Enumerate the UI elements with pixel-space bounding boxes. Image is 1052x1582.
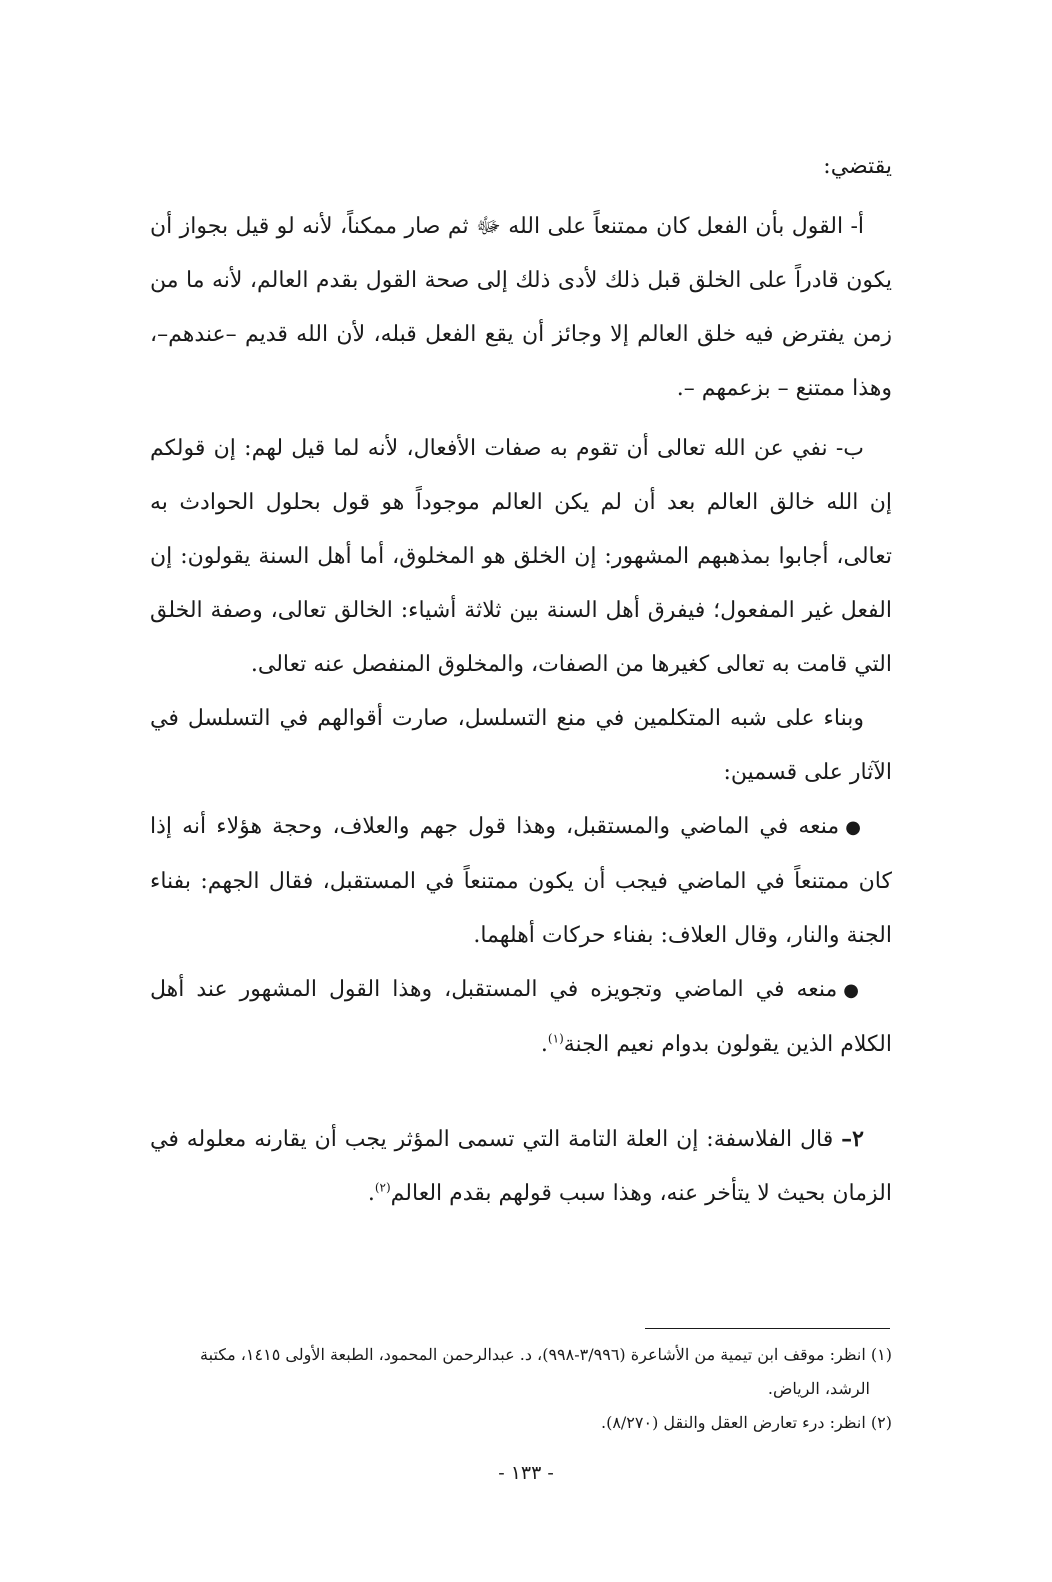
bullet-icon: ● xyxy=(845,817,864,838)
bullet-item-2 xyxy=(150,963,892,1072)
body-text xyxy=(150,140,892,1221)
footnote-1: (١) انظر: موقف ابن تيمية من الأشاعرة (٣/٩٩٦-٩٩٨)، د. عبدالرحمن المحمود، الطبعة الأولى ١٤١٥، مكتبة xyxy=(200,1345,892,1364)
paragraph-philosophers xyxy=(150,1112,892,1221)
paragraph-division: وبناء على شبه المتكلمين في منع التسلسل، صارت أقوالهم في التسلسل في الآثار على قسمين: xyxy=(150,706,892,785)
bullet-icon: ● xyxy=(843,980,865,1001)
bullet-text-2: منعه في الماضي وتجويزه في المستقبل، وهذا القول المشهور عند أهل الكلام الذين يقولون بدوام نعيم الجنة xyxy=(150,977,892,1057)
paragraph-philosophers-end: . xyxy=(367,1181,375,1206)
footnote-ref-2[interactable]: (٢) xyxy=(374,1180,391,1195)
footnote-2: (٢) انظر: درء تعارض العقل والنقل (٨/٢٧٠). xyxy=(600,1413,892,1432)
paragraph-b: ب- نفي عن الله تعالى أن تقوم به صفات الأفعال، لأنه لما قيل لهم: إن قولكم إن الله خالق العالم بعد أن لم يكن العالم موجوداً هو قول بحلول الحوادث به تعالى، أجابوا بمذهبهم المشهور: إن الخلق هو المخلوق، أما أهل السنة يقولون: إن الفعل غير المفعول؛ فيفرق أهل السنة بين ثلاثة أشياء: الخالق تعالى، وصفة الخلق التي قامت به تعالى كغيرها من الصفات، والمخلوق المنفصل عنه تعالى. xyxy=(150,436,892,677)
footnote-divider xyxy=(645,1328,890,1329)
bullet-text-2-end: . xyxy=(540,1032,548,1057)
paragraph-philosophers-text: قال الفلاسفة: إن العلة التامة التي تسمى المؤثر يجب أن يقارنه معلوله في الزمان بحيث لا يتأخر عنه، وهذا سبب قولهم بقدم العالم xyxy=(150,1127,892,1206)
footnote-1-continuation: الرشد، الرياض. xyxy=(767,1379,870,1398)
main-text xyxy=(150,140,892,1221)
bullet-text-1: منعه في الماضي والمستقبل، وهذا قول جهم والعلاف، وحجة هؤلاء أنه إذا كان ممتنعاً في الماضي فيجب أن يكون ممتنعاً في المستقبل، فقال الجهم: بفناء الجنة والنار، وقال العلاف: بفناء حركات أهلهما. xyxy=(150,814,892,948)
paragraph-intro: يقتضي: xyxy=(823,154,892,179)
bullet-item-1 xyxy=(150,800,892,963)
footnote-ref-1[interactable]: (١) xyxy=(547,1031,564,1046)
page-number: - ١٣٣ - xyxy=(498,1462,554,1484)
footnotes xyxy=(120,1338,892,1440)
item-number: ٢– xyxy=(841,1126,864,1152)
paragraph-a: أ- القول بأن الفعل كان ممتنعاً على الله ﷻ ثم صار ممكناً، لأنه لو قيل بجواز أن يكون قادراً على الخلق قبل ذلك لأدى ذلك إلى صحة القول بقدم العالم، لأنه ما من زمن يفترض فيه خلق العالم إلا وجائز أن يقع الفعل قبله، لأن الله قديم –عندهم–، وهذا ممتنع – بزعمهم –. xyxy=(150,214,892,401)
